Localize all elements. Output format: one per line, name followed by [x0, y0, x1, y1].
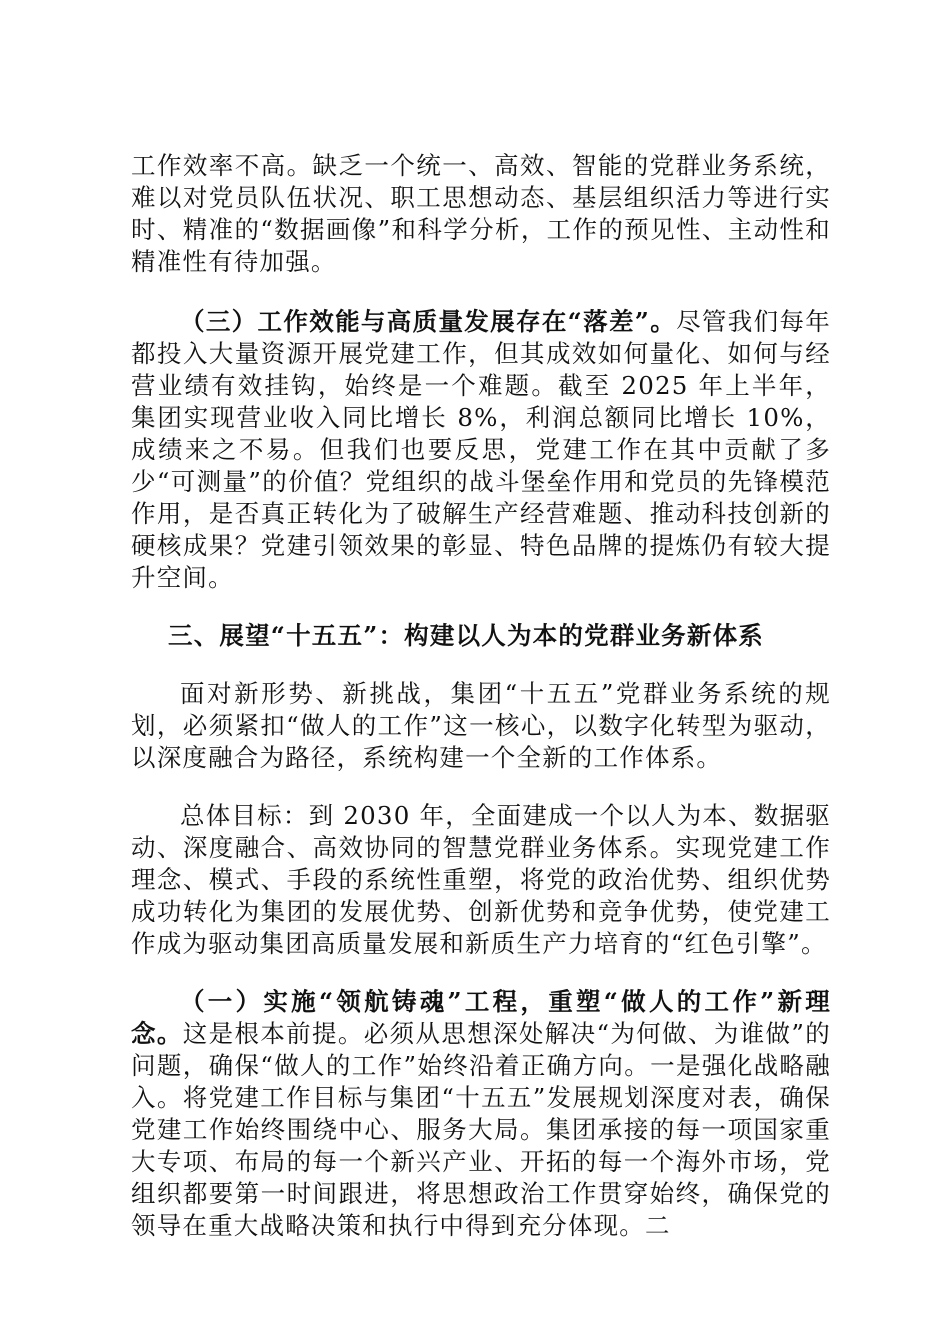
paragraph-effectiveness-gap-body: 尽管我们每年都投入大量资源开展党建工作，但其成效如何量化、如何与经营业绩有效挂钩，始终是一个难题。截至 2025 年上半年，集团实现营业收入同比增长 8%，利润总额同比增长 10%，成绩来之不易。但我们也要反思，党建工作在其中贡献了多少“可测量”的价值？党组织的战斗堡垒作用和党员的先锋模范作用，是否真正转化为了破解生产经营难题、推动科技创新的硬核成果？党建引领效果的彰显、特色品牌的提炼仍有较大提升空间。	[131, 307, 831, 592]
paragraph-effectiveness-gap	[131, 306, 831, 594]
document-page	[131, 150, 831, 1242]
paragraph-work-efficiency: 工作效率不高。缺乏一个统一、高效、智能的党群业务系统，难以对党员队伍状况、职工思想动态、基层组织活力等进行实时、精准的“数据画像”和科学分析，工作的预见性、主动性和精准性有待加强。	[131, 151, 831, 276]
paragraph-new-challenges: 面对新形势、新挑战，集团“十五五”党群业务系统的规划，必须紧扣“做人的工作”这一核心，以数字化转型为驱动，以深度融合为路径，系统构建一个全新的工作体系。	[131, 679, 831, 772]
paragraph-overall-goal: 总体目标：到 2030 年，全面建成一个以人为本、数据驱动、深度融合、高效协同的智慧党群业务体系。实现党建工作理念、模式、手段的系统性重塑，将党的政治优势、组织优势成功转化为集团的发展优势、创新优势和竞争优势，使党建工作成为驱动集团高质量发展和新质生产力培育的“红色引擎”。	[131, 801, 831, 958]
subheading-navigation-project: （一）实施“领航铸魂”工程，重塑“做人的工作”新理念。	[131, 987, 831, 1048]
subheading-effectiveness-gap: （三）工作效能与高质量发展存在“落差”。	[180, 307, 677, 336]
section-heading-outlook: 三、展望“十五五”：构建以人为本的党群业务新体系	[168, 621, 764, 650]
paragraph-navigation-project-body: 这是根本前提。必须从思想深处解决“为何做、为谁做”的问题，确保“做人的工作”始终沿着正确方向。一是强化战略融入。将党建工作目标与集团“十五五”发展规划深度对表，确保党建工作始终围绕中心、服务大局。集团承接的每一项国家重大专项、布局的每一个新兴产业、开拓的每一个海外市场，党组织都要第一时间跟进，将思想政治工作贯穿始终，确保党的领导在重大战略决策和执行中得到充分体现。二	[131, 1019, 832, 1240]
paragraph-navigation-project	[131, 986, 831, 1242]
